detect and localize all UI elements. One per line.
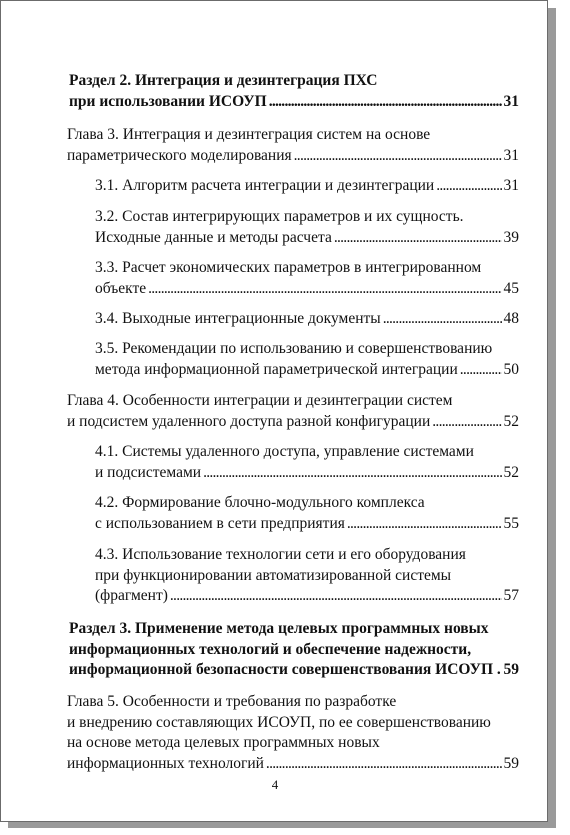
leader-dots [436,176,501,197]
toc-line: Раздел 3. Применение метода целевых программных новых [69,620,489,637]
leader-dots [460,360,502,381]
leader-dots [170,586,502,607]
toc-page-number: 31 [503,177,519,194]
toc-line: при функционировании автоматизированной системы [95,566,452,584]
toc-page-number: 50 [503,360,519,378]
toc-entry-chapter-4[interactable] [67,391,519,432]
toc-title: 3.4. Выходные интеграционные документы [95,310,381,327]
toc-title: информационной безопасности совершенствования ИСОУП . [69,661,501,678]
page-number: 4 [271,777,279,792]
leader-dots [383,309,502,330]
toc-line: 3.3. Расчет экономических параметров в интегрированном [95,259,482,276]
toc-line: 4.2. Формирование блочно-модульного комплекса [95,494,425,511]
toc-page-number: 31 [503,92,519,110]
toc-entry-chapter-5[interactable] [67,692,519,774]
toc-title: параметрического моделирования [67,146,292,164]
toc-line: и внедрению составляющих ИСОУП, по ее совершенствованию [67,713,491,731]
toc-line: Глава 4. Особенности интеграции и дезинтеграции систем [67,392,453,409]
leader-dots [294,146,502,167]
toc-line: 3.2. Состав интегрирующих параметров и их сущность. [95,208,464,225]
toc-entry-chapter-3[interactable] [67,125,519,166]
toc-line: Раздел 2. Интеграция и дезинтеграция ПХС [69,72,378,89]
toc-entry-3-2[interactable] [95,207,519,248]
leader-dots [334,228,502,249]
toc-title: 3.1. Алгоритм расчета интеграции и дезинтеграции [95,177,435,194]
toc-line: 3.5. Рекомендации по использованию и совершенствованию [95,340,493,357]
toc-page-number: 48 [503,310,519,327]
toc-title: при использовании ИСОУП [69,92,267,110]
leader-dots [432,412,501,433]
toc-page-number: 45 [503,279,519,297]
toc-line: Глава 5. Особенности и требования по разработке [67,693,397,710]
leader-dots [269,92,502,113]
toc-line: информационных технологий и обеспечение надежности, [69,640,472,658]
toc-entry-3-1[interactable] [95,176,519,197]
toc-entry-section-2[interactable] [69,71,519,112]
toc-title: объекте [95,279,147,297]
toc-page-number: 52 [503,463,519,481]
leader-dots [347,514,502,535]
toc-entry-3-5[interactable] [95,339,519,380]
toc-title: (фрагмент) [95,587,168,604]
toc-page-number: 52 [503,412,519,430]
toc-page-number: 39 [503,228,519,246]
toc-entry-4-1[interactable] [95,442,519,483]
toc-page-number: 31 [503,146,519,164]
toc-page-number: 59 [503,661,519,678]
leader-dots [203,463,501,484]
toc-title: метода информационной параметрической интеграции [95,360,458,378]
toc-entry-3-4[interactable] [95,309,519,330]
toc-page-number: 55 [503,514,519,532]
toc-title: и подсистем удаленного доступа разной конфигурации [67,412,431,430]
toc-entry-4-3[interactable] [95,545,519,607]
toc-title: с использованием в сети предприятия [95,514,345,532]
toc-page-number: 59 [503,754,519,772]
toc-entry-3-3[interactable] [95,258,519,299]
toc-line: на основе метода целевых программных новых [67,734,380,751]
toc-title: и подсистемами [95,463,202,481]
toc-line: Глава 3. Интеграция и дезинтеграция систем на основе [67,126,431,143]
toc-entry-section-3[interactable] [69,619,519,681]
leader-dots [148,279,501,300]
toc-page-number: 57 [503,587,519,604]
toc-entry-4-2[interactable] [95,493,519,534]
leader-dots [266,754,502,775]
toc-line: 4.3. Использование технологии сети и его оборудования [95,546,466,563]
toc-title: информационных технологий [67,754,264,772]
toc-line: 4.1. Системы удаленного доступа, управление системами [95,443,474,460]
toc-title: Исходные данные и методы расчета [95,228,332,246]
